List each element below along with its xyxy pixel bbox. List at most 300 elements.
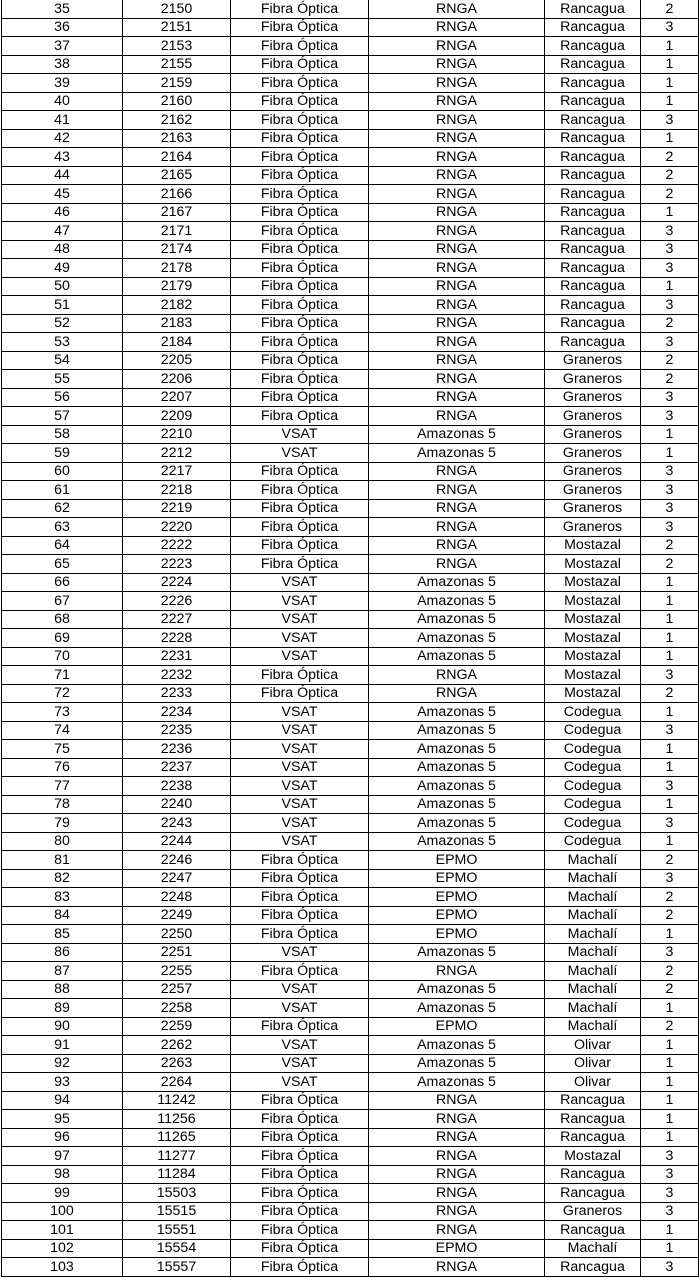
row-number-cell: 60 — [2, 462, 123, 481]
category-cell: 1 — [641, 1110, 699, 1129]
code-cell: 2205 — [123, 351, 231, 370]
commune-cell: Codegua — [545, 740, 641, 759]
code-cell: 2182 — [123, 296, 231, 315]
network-cell: RNGA — [369, 37, 545, 56]
category-cell: 1 — [641, 277, 699, 296]
commune-cell: Rancagua — [545, 1184, 641, 1203]
commune-cell: Rancagua — [545, 37, 641, 56]
connection-type-cell: Fibra Óptica — [231, 1165, 369, 1184]
row-number-cell: 79 — [2, 814, 123, 833]
table-row — [2, 610, 699, 629]
table-row — [2, 1147, 699, 1166]
row-number-cell: 44 — [2, 166, 123, 185]
commune-cell: Mostazal — [545, 1147, 641, 1166]
commune-cell: Rancagua — [545, 277, 641, 296]
table-row — [2, 0, 699, 18]
network-cell: Amazonas 5 — [369, 740, 545, 759]
network-cell: RNGA — [369, 666, 545, 685]
category-cell: 3 — [641, 481, 699, 500]
category-cell: 1 — [641, 647, 699, 666]
code-cell: 2212 — [123, 444, 231, 463]
code-cell: 2236 — [123, 740, 231, 759]
network-cell: RNGA — [369, 1110, 545, 1129]
commune-cell: Codegua — [545, 777, 641, 796]
commune-cell: Rancagua — [545, 1091, 641, 1110]
commune-cell: Rancagua — [545, 240, 641, 259]
category-cell: 1 — [641, 795, 699, 814]
network-cell: Amazonas 5 — [369, 777, 545, 796]
connection-type-cell: Fibra Óptica — [231, 166, 369, 185]
connection-type-cell: Fibra Optica — [231, 407, 369, 426]
commune-cell: Rancagua — [545, 296, 641, 315]
category-cell: 2 — [641, 166, 699, 185]
category-cell: 1 — [641, 999, 699, 1018]
connection-type-cell: VSAT — [231, 1073, 369, 1092]
row-number-cell: 82 — [2, 869, 123, 888]
connection-type-cell: VSAT — [231, 1054, 369, 1073]
code-cell: 2264 — [123, 1073, 231, 1092]
table-row — [2, 962, 699, 981]
network-cell: Amazonas 5 — [369, 832, 545, 851]
connection-type-cell: VSAT — [231, 1036, 369, 1055]
commune-cell: Rancagua — [545, 0, 641, 18]
code-cell: 2238 — [123, 777, 231, 796]
code-cell: 2159 — [123, 74, 231, 93]
category-cell: 3 — [641, 296, 699, 315]
row-number-cell: 90 — [2, 1017, 123, 1036]
row-number-cell: 41 — [2, 111, 123, 130]
table-row — [2, 111, 699, 130]
code-cell: 2258 — [123, 999, 231, 1018]
code-cell: 2247 — [123, 869, 231, 888]
connection-type-cell: Fibra Óptica — [231, 370, 369, 389]
table-row — [2, 629, 699, 648]
category-cell: 3 — [641, 1258, 699, 1277]
row-number-cell: 46 — [2, 203, 123, 222]
commune-cell: Graneros — [545, 425, 641, 444]
category-cell: 1 — [641, 758, 699, 777]
network-cell: RNGA — [369, 148, 545, 167]
row-number-cell: 95 — [2, 1110, 123, 1129]
row-number-cell: 78 — [2, 795, 123, 814]
category-cell: 1 — [641, 425, 699, 444]
network-cell: RNGA — [369, 314, 545, 333]
network-cell: EPMO — [369, 1239, 545, 1258]
row-number-cell: 42 — [2, 129, 123, 148]
row-number-cell: 80 — [2, 832, 123, 851]
code-cell: 2248 — [123, 888, 231, 907]
commune-cell: Mostazal — [545, 555, 641, 574]
network-cell: EPMO — [369, 1017, 545, 1036]
category-cell: 1 — [641, 573, 699, 592]
connection-type-cell: Fibra Óptica — [231, 925, 369, 944]
connection-type-cell: Fibra Óptica — [231, 1221, 369, 1240]
code-cell: 2151 — [123, 18, 231, 37]
category-cell: 1 — [641, 1036, 699, 1055]
table-row — [2, 1054, 699, 1073]
category-cell: 3 — [641, 666, 699, 685]
row-number-cell: 97 — [2, 1147, 123, 1166]
connection-type-cell: Fibra Óptica — [231, 148, 369, 167]
table-row — [2, 185, 699, 204]
network-cell: EPMO — [369, 851, 545, 870]
category-cell: 3 — [641, 407, 699, 426]
category-cell: 1 — [641, 610, 699, 629]
code-cell: 2234 — [123, 703, 231, 722]
code-cell: 11265 — [123, 1128, 231, 1147]
row-number-cell: 98 — [2, 1165, 123, 1184]
code-cell: 2178 — [123, 259, 231, 278]
code-cell: 2231 — [123, 647, 231, 666]
row-number-cell: 67 — [2, 592, 123, 611]
row-number-cell: 52 — [2, 314, 123, 333]
code-cell: 11256 — [123, 1110, 231, 1129]
connection-type-cell: Fibra Óptica — [231, 55, 369, 74]
table-row — [2, 388, 699, 407]
category-cell: 2 — [641, 148, 699, 167]
category-cell: 1 — [641, 1128, 699, 1147]
commune-cell: Rancagua — [545, 74, 641, 93]
commune-cell: Machalí — [545, 1239, 641, 1258]
category-cell: 2 — [641, 1017, 699, 1036]
commune-cell: Rancagua — [545, 18, 641, 37]
row-number-cell: 75 — [2, 740, 123, 759]
row-number-cell: 50 — [2, 277, 123, 296]
commune-cell: Codegua — [545, 758, 641, 777]
connection-type-cell: VSAT — [231, 777, 369, 796]
code-cell: 2206 — [123, 370, 231, 389]
row-number-cell: 99 — [2, 1184, 123, 1203]
category-cell: 3 — [641, 499, 699, 518]
table-row — [2, 92, 699, 111]
connection-type-cell: Fibra Óptica — [231, 129, 369, 148]
table-row — [2, 1184, 699, 1203]
category-cell: 3 — [641, 222, 699, 241]
code-cell: 15554 — [123, 1239, 231, 1258]
code-cell: 11284 — [123, 1165, 231, 1184]
code-cell: 2219 — [123, 499, 231, 518]
category-cell: 2 — [641, 851, 699, 870]
commune-cell: Graneros — [545, 370, 641, 389]
table-row — [2, 203, 699, 222]
code-cell: 2259 — [123, 1017, 231, 1036]
code-cell: 2162 — [123, 111, 231, 130]
network-cell: RNGA — [369, 18, 545, 37]
commune-cell: Machalí — [545, 869, 641, 888]
table-row — [2, 721, 699, 740]
row-number-cell: 93 — [2, 1073, 123, 1092]
network-cell: RNGA — [369, 388, 545, 407]
table-row — [2, 462, 699, 481]
commune-cell: Rancagua — [545, 1258, 641, 1277]
connection-type-cell: VSAT — [231, 832, 369, 851]
network-cell: RNGA — [369, 370, 545, 389]
commune-cell: Mostazal — [545, 684, 641, 703]
row-number-cell: 71 — [2, 666, 123, 685]
commune-cell: Graneros — [545, 518, 641, 537]
connection-type-cell: Fibra Óptica — [231, 962, 369, 981]
row-number-cell: 55 — [2, 370, 123, 389]
category-cell: 1 — [641, 129, 699, 148]
table-row — [2, 758, 699, 777]
commune-cell: Rancagua — [545, 166, 641, 185]
network-cell: EPMO — [369, 925, 545, 944]
code-cell: 2249 — [123, 906, 231, 925]
table-row — [2, 1091, 699, 1110]
code-cell: 2223 — [123, 555, 231, 574]
code-cell: 2226 — [123, 592, 231, 611]
connection-type-cell: Fibra Óptica — [231, 314, 369, 333]
category-cell: 1 — [641, 740, 699, 759]
row-number-cell: 35 — [2, 0, 123, 18]
table-row — [2, 1202, 699, 1221]
row-number-cell: 40 — [2, 92, 123, 111]
code-cell: 15557 — [123, 1258, 231, 1277]
network-cell: RNGA — [369, 129, 545, 148]
row-number-cell: 88 — [2, 980, 123, 999]
network-cell: RNGA — [369, 222, 545, 241]
table-row — [2, 55, 699, 74]
code-cell: 2183 — [123, 314, 231, 333]
row-number-cell: 37 — [2, 37, 123, 56]
row-number-cell: 74 — [2, 721, 123, 740]
category-cell: 1 — [641, 37, 699, 56]
row-number-cell: 94 — [2, 1091, 123, 1110]
commune-cell: Codegua — [545, 832, 641, 851]
row-number-cell: 57 — [2, 407, 123, 426]
code-cell: 2179 — [123, 277, 231, 296]
connection-type-cell: Fibra Óptica — [231, 203, 369, 222]
connection-type-cell: Fibra Óptica — [231, 92, 369, 111]
table-row — [2, 925, 699, 944]
connection-type-cell: Fibra Óptica — [231, 906, 369, 925]
table-row — [2, 1017, 699, 1036]
connection-type-cell: VSAT — [231, 610, 369, 629]
network-cell: Amazonas 5 — [369, 721, 545, 740]
code-cell: 2163 — [123, 129, 231, 148]
code-cell: 2217 — [123, 462, 231, 481]
table-row — [2, 481, 699, 500]
commune-cell: Rancagua — [545, 203, 641, 222]
table-row — [2, 351, 699, 370]
commune-cell: Graneros — [545, 1202, 641, 1221]
table-row — [2, 980, 699, 999]
commune-cell: Graneros — [545, 351, 641, 370]
category-cell: 3 — [641, 1184, 699, 1203]
connection-type-cell: VSAT — [231, 444, 369, 463]
network-cell: RNGA — [369, 74, 545, 93]
commune-cell: Machalí — [545, 999, 641, 1018]
connection-type-cell: Fibra Óptica — [231, 296, 369, 315]
commune-cell: Rancagua — [545, 148, 641, 167]
commune-cell: Machalí — [545, 851, 641, 870]
connection-type-cell: Fibra Óptica — [231, 277, 369, 296]
connection-type-cell: Fibra Óptica — [231, 1258, 369, 1277]
row-number-cell: 65 — [2, 555, 123, 574]
network-cell: RNGA — [369, 111, 545, 130]
table-row — [2, 573, 699, 592]
table-row — [2, 370, 699, 389]
category-cell: 3 — [641, 518, 699, 537]
network-cell: RNGA — [369, 185, 545, 204]
category-cell: 2 — [641, 962, 699, 981]
code-cell: 2210 — [123, 425, 231, 444]
network-cell: Amazonas 5 — [369, 629, 545, 648]
network-cell: RNGA — [369, 1258, 545, 1277]
commune-cell: Mostazal — [545, 666, 641, 685]
row-number-cell: 68 — [2, 610, 123, 629]
table-row — [2, 814, 699, 833]
code-cell: 2153 — [123, 37, 231, 56]
table-row — [2, 407, 699, 426]
code-cell: 2184 — [123, 333, 231, 352]
code-cell: 2164 — [123, 148, 231, 167]
row-number-cell: 91 — [2, 1036, 123, 1055]
network-cell: RNGA — [369, 1221, 545, 1240]
commune-cell: Codegua — [545, 814, 641, 833]
network-cell: RNGA — [369, 1165, 545, 1184]
category-cell: 1 — [641, 92, 699, 111]
table-row — [2, 18, 699, 37]
category-cell: 3 — [641, 462, 699, 481]
connection-type-cell: Fibra Óptica — [231, 111, 369, 130]
code-cell: 2171 — [123, 222, 231, 241]
table-row — [2, 795, 699, 814]
commune-cell: Codegua — [545, 795, 641, 814]
row-number-cell: 70 — [2, 647, 123, 666]
commune-cell: Codegua — [545, 721, 641, 740]
network-cell: RNGA — [369, 962, 545, 981]
commune-cell: Graneros — [545, 499, 641, 518]
code-cell: 2255 — [123, 962, 231, 981]
row-number-cell: 54 — [2, 351, 123, 370]
row-number-cell: 59 — [2, 444, 123, 463]
row-number-cell: 72 — [2, 684, 123, 703]
row-number-cell: 63 — [2, 518, 123, 537]
connection-type-cell: VSAT — [231, 592, 369, 611]
table-row — [2, 499, 699, 518]
commune-cell: Rancagua — [545, 259, 641, 278]
network-cell: Amazonas 5 — [369, 1036, 545, 1055]
code-cell: 2224 — [123, 573, 231, 592]
commune-cell: Machalí — [545, 888, 641, 907]
table-row — [2, 518, 699, 537]
category-cell: 1 — [641, 55, 699, 74]
code-cell: 2251 — [123, 943, 231, 962]
row-number-cell: 48 — [2, 240, 123, 259]
table-row — [2, 888, 699, 907]
network-cell: RNGA — [369, 555, 545, 574]
connection-type-cell: Fibra Óptica — [231, 37, 369, 56]
commune-cell: Graneros — [545, 388, 641, 407]
commune-cell: Olivar — [545, 1054, 641, 1073]
category-cell: 1 — [641, 1054, 699, 1073]
table-row — [2, 647, 699, 666]
table-row — [2, 129, 699, 148]
category-cell: 1 — [641, 1221, 699, 1240]
network-cell: RNGA — [369, 499, 545, 518]
connection-type-cell: VSAT — [231, 999, 369, 1018]
commune-cell: Rancagua — [545, 111, 641, 130]
connection-type-cell: Fibra Óptica — [231, 499, 369, 518]
row-number-cell: 38 — [2, 55, 123, 74]
row-number-cell: 76 — [2, 758, 123, 777]
code-cell: 2209 — [123, 407, 231, 426]
category-cell: 3 — [641, 869, 699, 888]
table-row — [2, 277, 699, 296]
table-row — [2, 832, 699, 851]
network-cell: RNGA — [369, 277, 545, 296]
commune-cell: Rancagua — [545, 129, 641, 148]
connection-type-cell: Fibra Óptica — [231, 18, 369, 37]
table-row — [2, 943, 699, 962]
code-cell: 15551 — [123, 1221, 231, 1240]
network-cell: Amazonas 5 — [369, 573, 545, 592]
table-row — [2, 851, 699, 870]
connection-type-cell: Fibra Óptica — [231, 462, 369, 481]
row-number-cell: 62 — [2, 499, 123, 518]
commune-cell: Mostazal — [545, 610, 641, 629]
network-cell: RNGA — [369, 462, 545, 481]
row-number-cell: 36 — [2, 18, 123, 37]
table-row — [2, 74, 699, 93]
row-number-cell: 49 — [2, 259, 123, 278]
code-cell: 11277 — [123, 1147, 231, 1166]
commune-cell: Machalí — [545, 943, 641, 962]
table-row — [2, 740, 699, 759]
code-cell: 2232 — [123, 666, 231, 685]
category-cell: 3 — [641, 1147, 699, 1166]
category-cell: 3 — [641, 333, 699, 352]
connection-type-cell: Fibra Óptica — [231, 1110, 369, 1129]
network-cell: RNGA — [369, 166, 545, 185]
network-cell: Amazonas 5 — [369, 814, 545, 833]
network-cell: RNGA — [369, 684, 545, 703]
commune-cell: Rancagua — [545, 333, 641, 352]
connection-type-cell: Fibra Óptica — [231, 74, 369, 93]
row-number-cell: 51 — [2, 296, 123, 315]
category-cell: 3 — [641, 777, 699, 796]
commune-cell: Rancagua — [545, 1110, 641, 1129]
category-cell: 3 — [641, 388, 699, 407]
row-number-cell: 58 — [2, 425, 123, 444]
connection-type-cell: Fibra Óptica — [231, 351, 369, 370]
commune-cell: Rancagua — [545, 314, 641, 333]
category-cell: 1 — [641, 444, 699, 463]
row-number-cell: 45 — [2, 185, 123, 204]
commune-cell: Mostazal — [545, 536, 641, 555]
code-cell: 2262 — [123, 1036, 231, 1055]
code-cell: 2150 — [123, 0, 231, 18]
network-cell: EPMO — [369, 869, 545, 888]
commune-cell: Rancagua — [545, 185, 641, 204]
connection-type-cell: Fibra Óptica — [231, 1147, 369, 1166]
table-row — [2, 869, 699, 888]
network-cell: EPMO — [369, 888, 545, 907]
network-cell: Amazonas 5 — [369, 425, 545, 444]
code-cell: 2233 — [123, 684, 231, 703]
code-cell: 2167 — [123, 203, 231, 222]
connection-type-cell: Fibra Óptica — [231, 684, 369, 703]
network-cell: Amazonas 5 — [369, 999, 545, 1018]
connection-type-cell: Fibra Óptica — [231, 1091, 369, 1110]
code-cell: 2240 — [123, 795, 231, 814]
connection-type-cell: VSAT — [231, 740, 369, 759]
commune-cell: Mostazal — [545, 592, 641, 611]
table-row — [2, 1128, 699, 1147]
table-row — [2, 1110, 699, 1129]
row-number-cell: 73 — [2, 703, 123, 722]
